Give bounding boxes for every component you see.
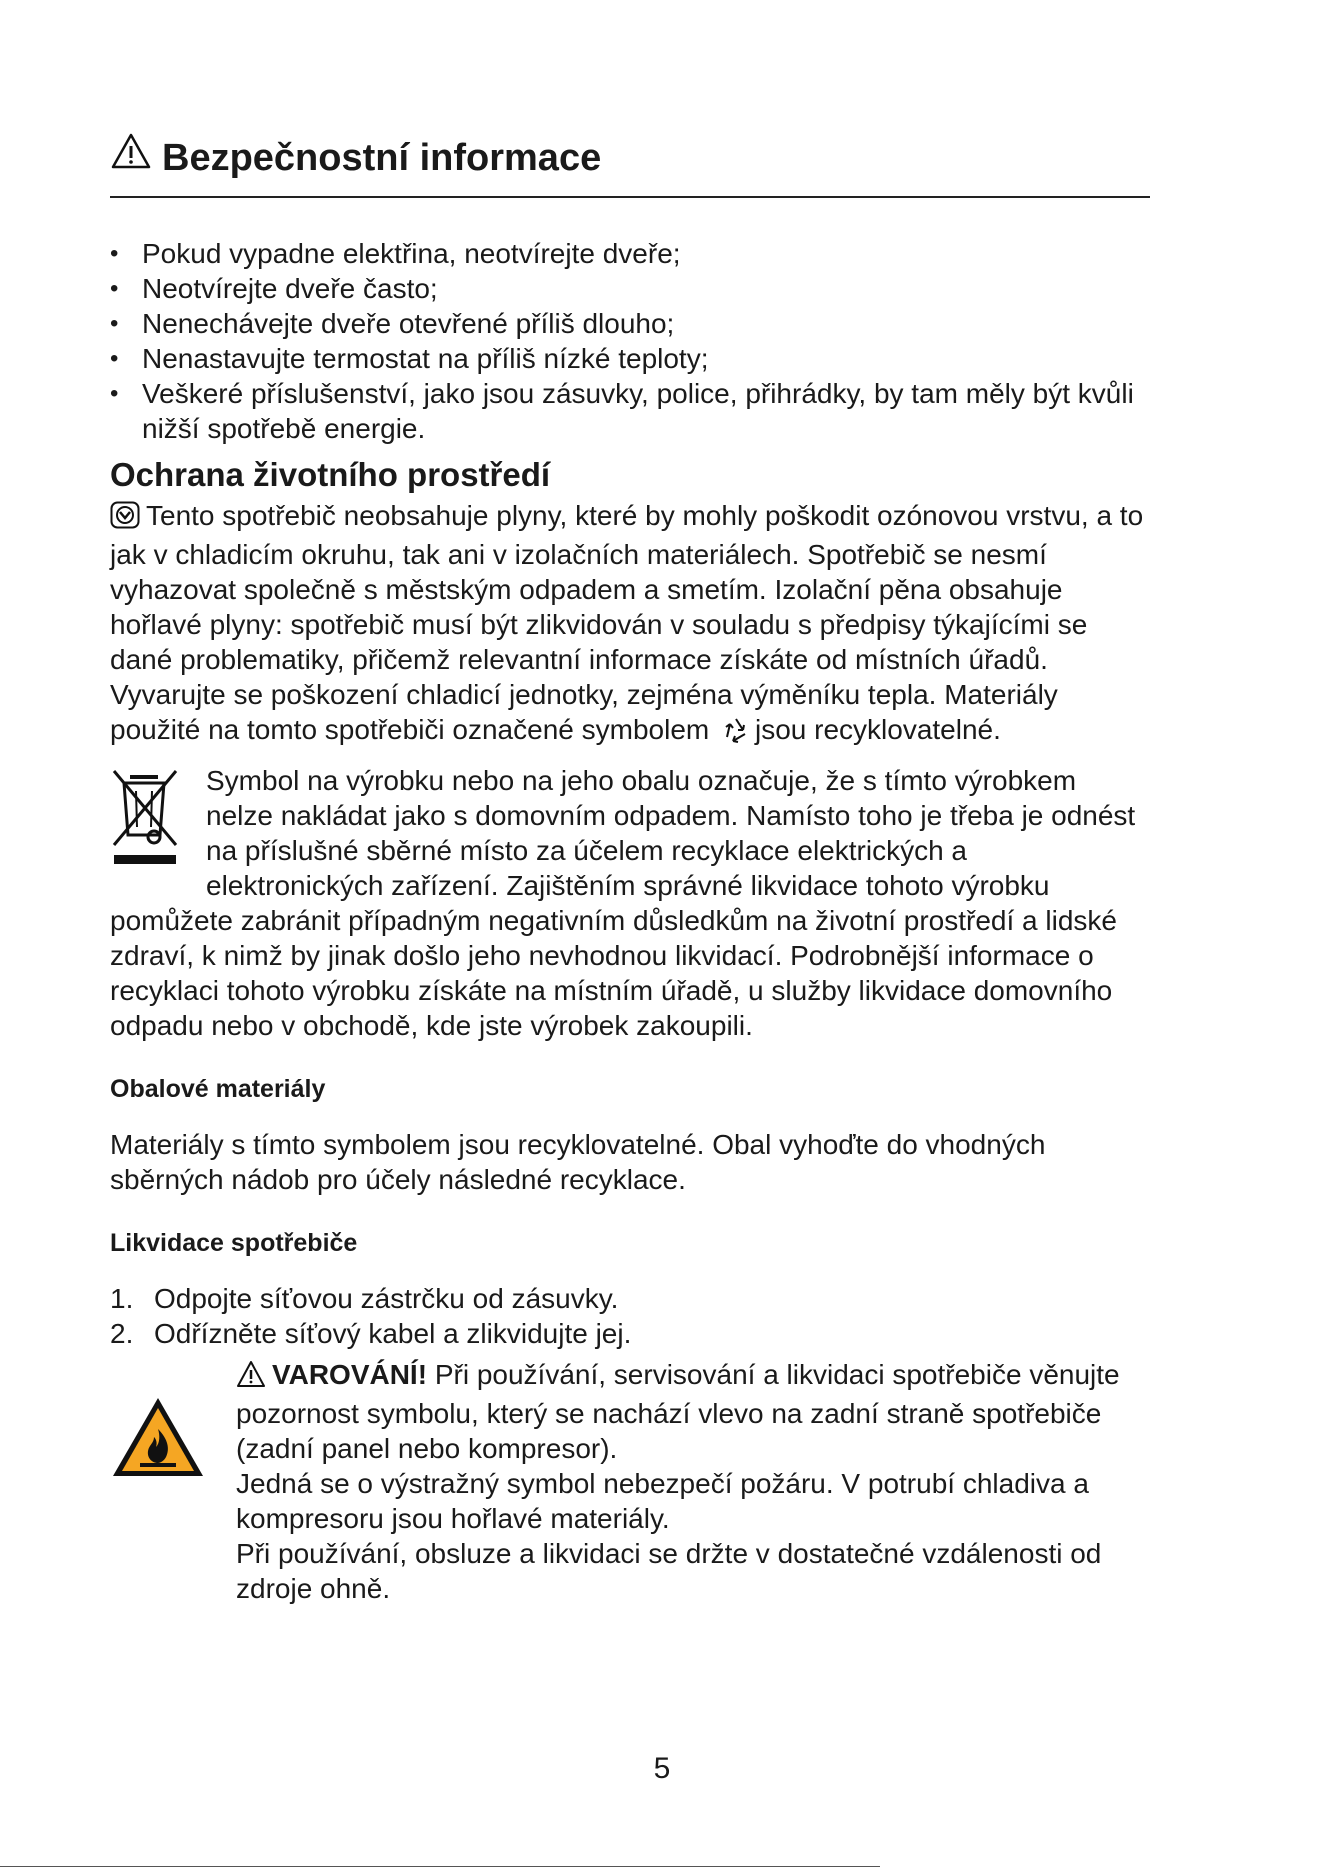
page-number: 5: [653, 1752, 671, 1785]
warning-triangle-icon: [236, 1360, 266, 1396]
page-title-text: Bezpečnostní informace: [162, 137, 602, 179]
list-item: • Pokud vypadne elektřina, neotvírejte dveře;: [110, 236, 1150, 271]
warning-label: VAROVÁNÍ!: [272, 1359, 428, 1390]
environment-paragraph: [110, 498, 1150, 753]
ozone-friendly-icon: [110, 501, 140, 537]
disposal-steps: [110, 1281, 1150, 1351]
warning-text-1: Při používání, servisování a likvidaci spotřebiče věnujte pozornost symbolu, který se nachází vlevo na zadní straně spotřebiče (zadní panel nebo kompresor).: [236, 1359, 1120, 1464]
warning-paragraph: [236, 1357, 1150, 1466]
page-title: [110, 130, 1150, 198]
warning-text-2: Jedná se o výstražný symbol nebezpečí požáru. V potrubí chladiva a kompresoru jsou hořlavé materiály.: [236, 1468, 1089, 1534]
list-item: • Nenastavujte termostat na příliš nízké teploty;: [110, 341, 1150, 376]
step-text: Odpojte síťovou zástrčku od zásuvky.: [154, 1283, 619, 1314]
list-item: • Nenechávejte dveře otevřené příliš dlouho;: [110, 306, 1150, 341]
warning-triangle-icon: [110, 130, 152, 186]
weee-text: Symbol na výrobku nebo na jeho obalu označuje, že s tímto výrobkem nelze nakládat jako s domovním odpadem. Namísto toho je třeba je odnést na příslušné sběrné místo za účelem recyklace elektrických a elektronických zařízení. Zajištěním správné likvidace tohoto výrobku pomůžete zabránit případným negativním důsledkům na životní prostředí a lidské zdraví, k nimž by jinak došlo jeho nevhodnou likvidací. Podrobnější informace o recyklaci tohoto výrobku získáte na místním úřadě, u služby likvidace domovního odpadu nebo v obchodě, kde jste výrobek zakoupili.: [110, 765, 1136, 1041]
packaging-text: Materiály s tímto symbolem jsou recyklovatelné. Obal vyhoďte do vhodných sběrných nádob pro účely následné recyklace.: [110, 1129, 1046, 1195]
warning-text-3: Při používání, obsluze a likvidaci se držte v dostatečné vzdálenosti od zdroje ohně.: [236, 1538, 1102, 1604]
list-item: • Veškeré příslušenství, jako jsou zásuvky, police, přihrádky, by tam měly být kvůli nižší spotřebě energie.: [110, 376, 1150, 446]
weee-section: [110, 763, 1150, 1043]
list-item: [110, 1281, 1150, 1316]
environment-text: Tento spotřebič neobsahuje plyny, které by mohly poškodit ozónovou vrstvu, a to jak v chladicím okruhu, tak ani v izolačních materiálech. Spotřebič se nesmí vyhazovat společně s městským odpadem a smetím. Izolační pěna obsahuje hořlavé plyny: spotřebič musí být zlikvidován v souladu s předpisy týkajícími se dané problematiky, přičemž relevantní informace získáte od místních úřadů. Vyvarujte se poškození chladicí jednotky, zejména výměníku tepla. Materiály použité na tomto spotřebiči označené symbolem: [110, 500, 1144, 745]
manual-page: [110, 130, 1150, 1606]
fire-warning-section: [110, 1357, 1150, 1606]
flammable-warning-icon: [110, 1395, 206, 1606]
crossed-bin-icon: [110, 765, 180, 870]
warning-text: [236, 1357, 1150, 1606]
bottom-divider: [0, 1866, 880, 1867]
list-item: • Neotvírejte dveře často;: [110, 271, 1150, 306]
environment-heading: Ochrana životního prostředí: [110, 456, 551, 493]
step-number: 1.: [110, 1283, 134, 1314]
packaging-heading: Obalové materiály: [110, 1075, 326, 1103]
disposal-heading: Likvidace spotřebiče: [110, 1229, 358, 1257]
list-item: [110, 1316, 1150, 1351]
environment-text-end: jsou recyklovatelné.: [755, 714, 1001, 745]
step-text: Odřízněte síťový kabel a zlikvidujte jej.: [154, 1318, 632, 1349]
recycle-icon: [721, 715, 751, 753]
safety-list: [110, 236, 1150, 446]
step-number: 2.: [110, 1318, 134, 1349]
